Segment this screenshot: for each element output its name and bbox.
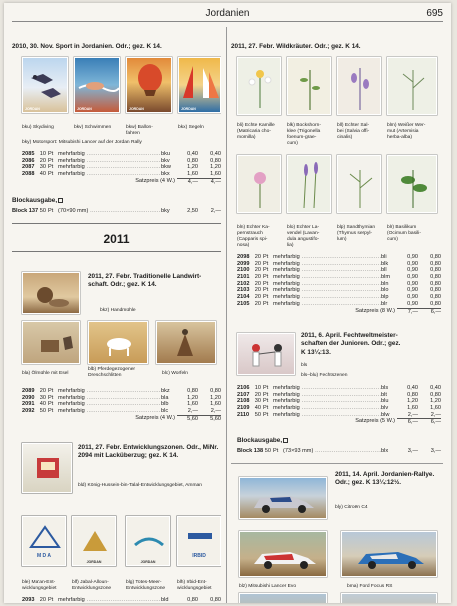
agri-issue-heading: 2011, 27. Febr. Traditionelle Landwirt- schaft. Odr.; gez. K 14.	[88, 273, 202, 289]
stamp-caption: bkw) Ballon- fahren	[126, 125, 153, 136]
basil-image	[388, 156, 437, 213]
stamp-citroen-c4	[239, 477, 327, 519]
table-row: 2106 10 Pt mehrfarbig ..... bls 0,40 0,40	[237, 385, 441, 392]
left-column	[12, 27, 221, 603]
stamp-caption: bla) Ölmühle mit Esel	[22, 371, 69, 376]
table-row: 2091 40 Pt mehrfarbig ..... blb 1,60 1,60	[22, 401, 221, 408]
stamp-caption: blh) Irbid-Ent- wicklungsgebiet	[177, 580, 212, 591]
stamp-mitsubishi-lancer	[239, 531, 327, 577]
thyme-image	[338, 156, 381, 213]
table-row: 2099 20 Pt mehrfarbig ..... blk 0,90 0,80	[237, 261, 441, 268]
table-row: 2088 40 Pt mehrfarbig ..... bkx 1,60 1,60	[22, 171, 221, 178]
block-price-list	[237, 448, 441, 455]
set-price-row: Satzpreis (5 W.) 6,— 6,—	[355, 418, 441, 426]
set-price-row: Satzpreis (4 W.) 5,60 5,60	[135, 414, 221, 422]
stamp-fenugreek	[287, 57, 331, 115]
block-issue-heading: Blockausgabe,	[237, 437, 288, 445]
year-rule	[12, 251, 221, 252]
balloon-image	[127, 58, 172, 113]
fencing-price-list	[237, 385, 441, 425]
stamp-caption: blr) Basilikum (Ocimum basili- cum)	[387, 225, 421, 242]
stamp-caption: bku) Skydiving	[22, 125, 54, 130]
fenugreek-image	[288, 58, 331, 115]
stamp-jabal-alloun-zone: JORDAN	[72, 516, 116, 566]
stamp-wormwood	[387, 57, 437, 115]
dev-price-list	[22, 597, 221, 603]
herbs-price-list	[237, 254, 441, 314]
fencing-issue-heading: 2011, 6. April. Fechtweltmeister- schaften der Junioren. Odr.; gez. K 13¼:13.	[301, 332, 401, 356]
caper-image	[238, 156, 281, 213]
stamp-rally-partial	[341, 593, 437, 603]
table-row: 2105 20 Pt mehrfarbig ..... blr 0,90 0,80	[237, 301, 441, 308]
stamp-sage	[337, 57, 381, 115]
lavender-image	[288, 156, 331, 213]
rally-car-image	[240, 478, 327, 519]
winnowing-image	[157, 322, 216, 364]
table-row: 2102 20 Pt mehrfarbig ..... bln 0,90 0,80	[237, 281, 441, 288]
amman-zone-image	[23, 444, 72, 493]
set-price-row: Satzpreis (4 W.) 4,— 4,—	[135, 177, 221, 185]
stamp-thyme	[337, 155, 381, 213]
set-price-row: Satzpreis (8 W.) 7,— 6,—	[355, 307, 441, 315]
stamp-caption: blm) Weißer Wer- mut (Artemisia herba-alba)	[387, 123, 426, 140]
stamp-caption: blf) Jabal-Alloun- Entwicklungszone	[72, 580, 112, 591]
section-rule	[231, 463, 443, 464]
stamp-irbid-zone: IRBID	[177, 516, 221, 566]
stamp-rally-partial	[239, 593, 327, 603]
table-row: 2092 50 Pt mehrfarbig ..... blc 2,— 2,—	[22, 408, 221, 415]
running-header	[12, 6, 443, 22]
stamp-winnowing	[156, 321, 216, 364]
stamp-skydiving: JORDAN	[22, 57, 68, 113]
stamp-caption: blg) Totes-Meer- Entwicklungszone	[126, 580, 166, 591]
table-row: 2109 40 Pt mehrfarbig ..... blv 1,60 1,60	[237, 405, 441, 412]
catalog-page	[4, 3, 451, 603]
rally-car-image	[240, 532, 327, 577]
agri-price-list	[22, 388, 221, 421]
stamp-caption: blc) Worfeln	[162, 371, 189, 376]
stamp-caption: ble) Ma'an-Ent- wicklungsgebiet	[22, 580, 57, 591]
table-row: 2098 20 Pt mehrfarbig ..... bli 0,90 0,80	[237, 254, 441, 261]
stamp-sailing: JORDAN	[178, 57, 221, 113]
column-divider	[226, 27, 227, 603]
table-row: Block 138 50 Pt (73×93 mm) ..... blx 3,— 3,—	[237, 448, 441, 455]
table-row: 2110 50 Pt mehrfarbig ..... blw 2,— 2,—	[237, 412, 441, 419]
sport-issue-heading: 2010, 30. Nov. Sport in Jordanien. Odr.; gez. K 14.	[12, 43, 162, 50]
stamp-fencing	[237, 333, 295, 375]
stamp-dead-sea-zone: JORDAN	[126, 516, 170, 566]
table-row: 2090 30 Pt mehrfarbig ..... bla 1,20 1,20	[22, 395, 221, 402]
stamp-caption: blp) Sandthymian (Thymus serpyl- lum)	[337, 225, 376, 242]
table-row: 2100 20 Pt mehrfarbig ..... bll 0,90 0,80	[237, 267, 441, 274]
page-title: Jordanien	[205, 8, 250, 19]
table-row: 2086 20 Pt mehrfarbig ..... bkv 0,80 0,80	[22, 158, 221, 165]
stamp-caption: blb) Pferdegezogener Dreschschlitten	[88, 367, 136, 378]
sailboat-image	[179, 58, 221, 113]
stamp-caption: bma) Ford Focus RS	[347, 584, 393, 589]
stamp-caption: bln) Echter Ka- pernstrauch (Capparis spi- nosa)	[237, 225, 270, 248]
stamp-caption: bld) König-Hussein-bin-Talal-Entwicklungsgebiet, Amman	[78, 483, 202, 488]
fencers-image	[238, 334, 295, 375]
stamp-lavender	[287, 155, 331, 213]
sage-image	[338, 58, 381, 115]
rally-issue-heading: 2011, 14. April. Jordanien-Rallye. Odr.; gez. K 13¼:12½.	[335, 471, 435, 487]
page-number: 695	[426, 8, 443, 19]
stamp-amman-zone	[22, 443, 72, 493]
stamp-caption: bkv) Schwimmen	[74, 125, 112, 130]
year-heading: 2011	[103, 232, 130, 246]
oil-mill-image	[23, 322, 80, 364]
stamp-hand-mill	[22, 272, 80, 314]
stamp-caption: bkz) Handmühle	[100, 308, 136, 313]
sport-price-list	[22, 151, 221, 184]
stamp-caption: blz) Mitsubishi Lancer Evo	[239, 584, 297, 589]
stamp-caption: blk) Bockshorn- klee (Trigonella foenum-grae- cum)	[287, 123, 321, 146]
stamp-caption: bls–blu) Fechtszenen	[301, 373, 348, 378]
table-row: 2093 20 Pt mehrfarbig ..... bld 0,80 0,80	[22, 597, 221, 603]
table-row: 2087 30 Pt mehrfarbig ..... bkw 1,20 1,20	[22, 164, 221, 171]
stamp-caption: bll) Echter Sal- bei (Salvia offi- cinalis)	[337, 123, 370, 140]
stamp-threshing-sled	[88, 321, 148, 364]
stamp-caption: bkx) Segeln	[178, 125, 204, 130]
skydiver-image	[23, 58, 68, 113]
stamp-ford-focus	[341, 531, 437, 577]
block-note: bky) Motorsport: Mitsubishi Lancer auf der Jordan Rally	[22, 140, 142, 145]
swimmer-image	[75, 58, 120, 113]
right-column	[231, 27, 443, 603]
table-row: Block 137 50 Pt (70×90 mm) ..... bky 2,50 2,—	[12, 208, 221, 215]
rally-car-image	[342, 532, 437, 577]
table-row: 2101 20 Pt mehrfarbig ..... blm 0,90 0,80	[237, 274, 441, 281]
checkbox-icon	[58, 198, 63, 203]
stamp-balloon: JORDAN	[126, 57, 172, 113]
checkbox-icon	[283, 438, 288, 443]
table-row: 2104 20 Pt mehrfarbig ..... blp 0,90 0,80	[237, 294, 441, 301]
dev-issue-heading: 2011, 27. Febr. Entwicklungszonen. Odr., MiNr. 2094 mit Lacküberzug; gez. K 14.	[78, 444, 219, 460]
table-row: 2108 30 Pt mehrfarbig ..... blu 1,20 1,20	[237, 398, 441, 405]
stamp-caption: bls	[301, 363, 308, 368]
chamomile-image	[238, 58, 281, 115]
table-row: 2103 20 Pt mehrfarbig ..... blo 0,90 0,80	[237, 287, 441, 294]
stamp-oil-mill	[22, 321, 80, 364]
table-row: 2085 10 Pt mehrfarbig ..... bku 0,40 0,40	[22, 151, 221, 158]
stamp-caption: blo) Echter La- vendel (Lavan- dula angustifo- lia)	[287, 225, 320, 248]
stamp-caper	[237, 155, 281, 213]
block-price-list	[12, 208, 221, 215]
stamp-caption: bli) Echte Kamille (Matricaria cho- momilla)	[237, 123, 275, 140]
hand-mill-image	[23, 273, 80, 314]
table-row: 2089 20 Pt mehrfarbig ..... bkz 0,80 0,80	[22, 388, 221, 395]
stamp-chamomile	[237, 57, 281, 115]
stamp-basil	[387, 155, 437, 213]
block-issue-heading: Blockausgabe,	[12, 197, 63, 205]
stamp-caption: bly) Citroën C4	[335, 505, 368, 510]
table-row: 2107 20 Pt mehrfarbig ..... blt 0,80 0,80	[237, 392, 441, 399]
stamp-maan-zone: M D A	[22, 516, 66, 566]
year-rule	[12, 223, 221, 224]
stamp-swimming: JORDAN	[74, 57, 120, 113]
wormwood-image	[388, 58, 437, 115]
horse-image	[89, 322, 148, 364]
herbs-issue-heading: 2011, 27. Febr. Wildkräuter. Odr.; gez. K 14.	[231, 43, 361, 50]
